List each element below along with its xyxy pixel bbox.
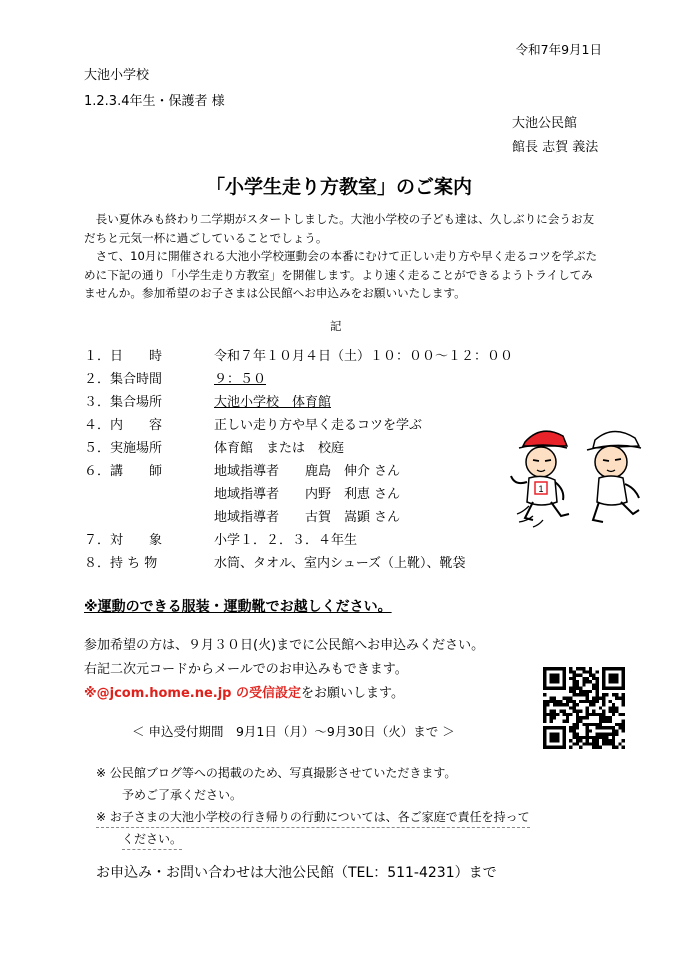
page-title: 「小学生走り方教室」のご案内: [205, 176, 472, 198]
detail-label: ８．持 ち 物: [84, 556, 158, 571]
bib-number: 1: [538, 484, 544, 494]
detail-label: ５．実施場所: [84, 441, 163, 456]
photo-note-cont: 予めご了承ください。: [122, 788, 243, 802]
detail-value: 令和７年１０月４日（土）１０：００～１２：００: [214, 349, 514, 364]
detail-label: ７．対 象: [84, 533, 163, 548]
recipient-school: 大池小学校: [84, 68, 150, 83]
running-kids-illustration: [503, 420, 655, 532]
detail-value: 大池小学校 体育館: [214, 395, 332, 410]
detail-label: ３．集合場所: [84, 395, 163, 410]
contact-info: お申込み・お問い合わせは大池公民館（TEL：511-4231）まで: [96, 865, 497, 881]
detail-value: 地域指導者 古賀 嵩顕 さん: [214, 510, 401, 525]
detail-value: 地域指導者 鹿島 伸介 さん: [214, 464, 401, 479]
application-qr-note: 右記二次元コードからメールでのお申込みもできます。: [84, 662, 408, 677]
detail-value: 地域指導者 内野 利恵 さん: [214, 487, 401, 502]
sender-org: 大池公民館: [512, 116, 578, 131]
detail-value: ９：５０: [214, 372, 267, 387]
application-period: ＜ 申込受付期間 9月1日（月）～9月30日（火）まで ＞: [132, 724, 455, 739]
clothing-notice: ※運動のできる服装・運動靴でお越しください。: [84, 599, 392, 615]
detail-label: ２．集合時間: [84, 372, 163, 387]
detail-label: ６．講 師: [84, 464, 163, 479]
detail-value: 体育館 または 校庭: [214, 441, 345, 456]
email-domain-warning: ※@jcom.home.ne.jp の受信設定: [84, 686, 302, 701]
commute-note: ※ お子さまの大池小学校の行き帰りの行動については、各ご家庭で責任を持って: [96, 808, 530, 828]
ki-mark: 記: [330, 319, 342, 333]
detail-value: 小学１．２．３．４年生: [214, 533, 358, 548]
recipient-people: 1.2.3.4年生・保護者 様: [84, 94, 225, 109]
commute-note-cont: ください。: [122, 830, 182, 850]
email-setting-tail: をお願いします。: [301, 686, 404, 701]
kid-red-cap-icon: [511, 431, 569, 520]
application-deadline: 参加希望の方は、９月３０日(火)までに公民館へお申込みください。: [84, 638, 485, 653]
detail-label: １．日 時: [84, 349, 163, 364]
intro-text: [84, 210, 604, 303]
qr-code-icon[interactable]: [543, 667, 625, 749]
detail-value: 水筒、タオル、室内シューズ（上靴）、靴袋: [214, 556, 466, 571]
email-setting-note: [84, 682, 404, 701]
intro-paragraph-2: さて、10月に開催される大池小学校運動会の本番にむけて正しい走り方や早く走るコツを学ぶために下記の通り「小学生走り方教室」を開催します。より速く走ることができるようトライしてみませんか。参加希望のお子さまは公民館へお申込みをお願いいたします。: [84, 249, 598, 300]
detail-label: ４．内 容: [84, 418, 163, 433]
intro-paragraph-1: 長い夏休みも終わり二学期がスタートしました。大池小学校の子ども達は、久しぶりに会うお友だちと元気一杯に過ごしていることでしょう。: [84, 212, 595, 245]
kid-white-cap-icon: [587, 431, 641, 522]
sender-person: 館長 志賀 義法: [512, 140, 599, 155]
detail-value: 正しい走り方や早く走るコツを学ぶ: [214, 418, 423, 433]
issue-date: 令和7年9月1日: [515, 42, 602, 57]
photo-note: ※ 公民館ブログ等への掲載のため、写真撮影させていただきます。: [96, 766, 457, 780]
